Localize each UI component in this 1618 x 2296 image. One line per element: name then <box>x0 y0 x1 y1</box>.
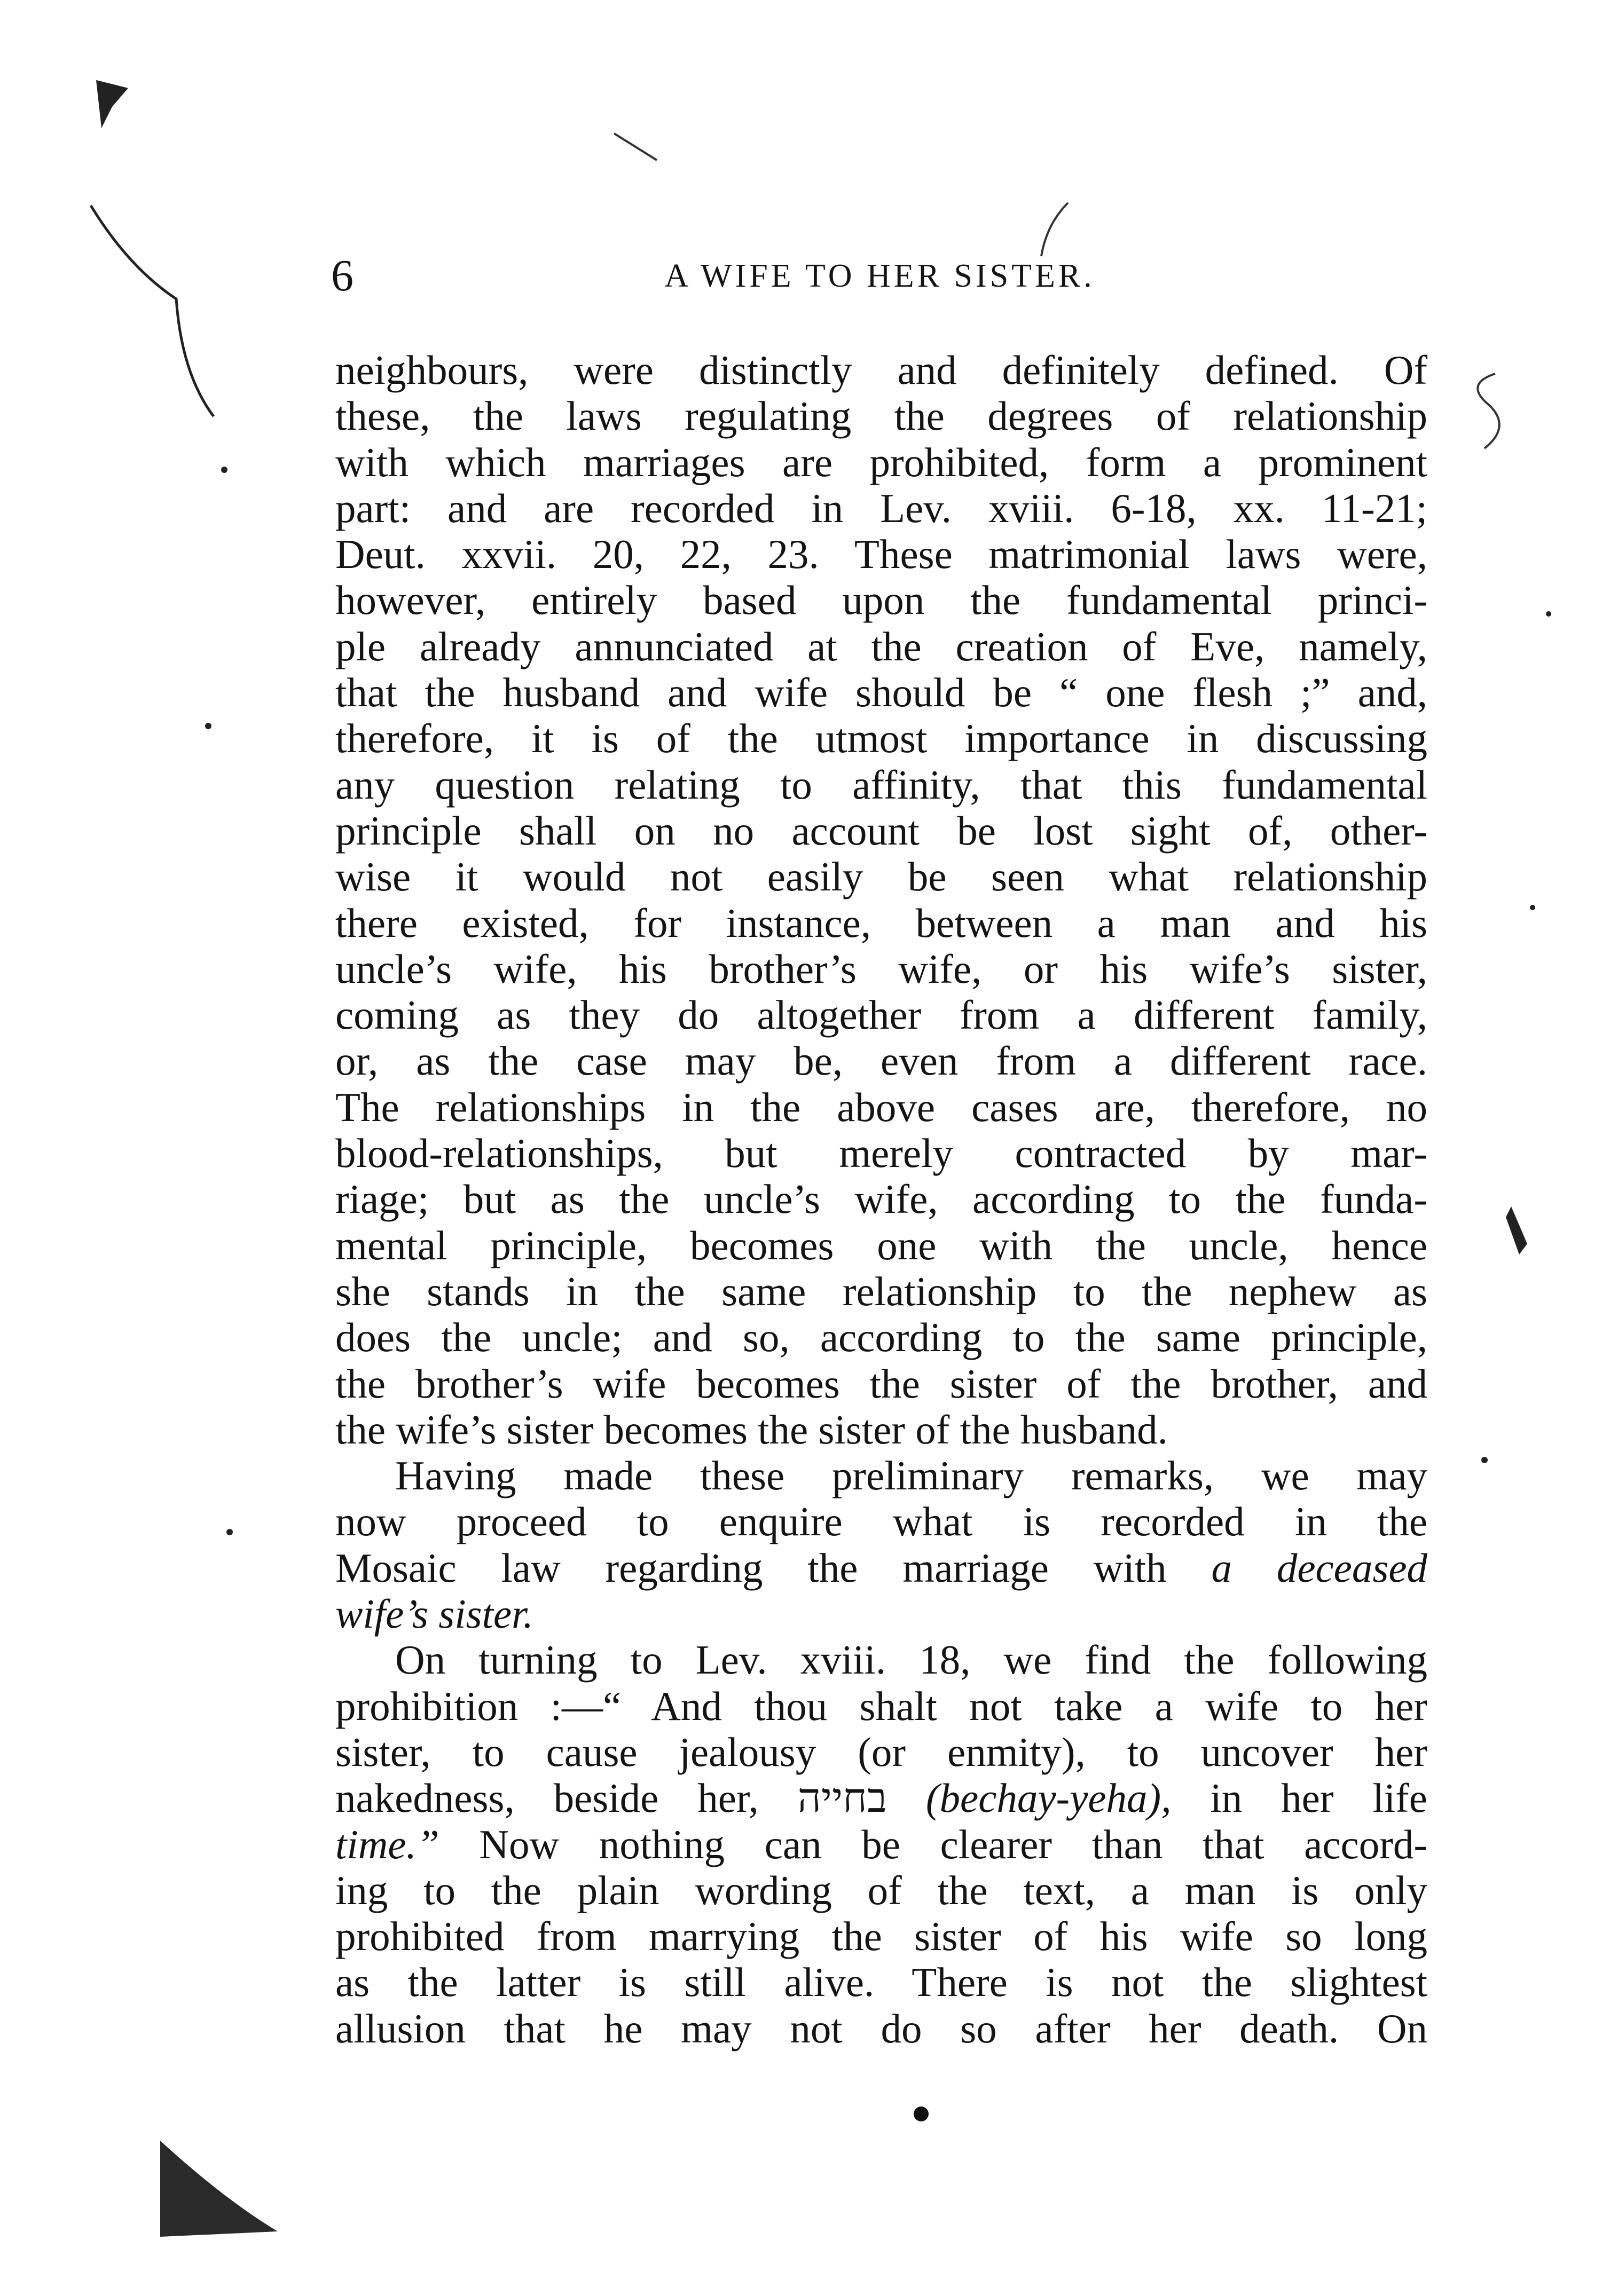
text-run: Mosaic law regarding the marriage with <box>335 1544 1167 1591</box>
text-line: or, as the case may be, even from a different race. <box>335 1038 1427 1084</box>
paragraph-2 <box>335 1453 1427 1637</box>
text-line: wise it would not easily be seen what relationship <box>335 854 1427 900</box>
right-bracket-mark <box>1478 374 1499 448</box>
text-line: Having made these preliminary remarks, we may <box>395 1453 1427 1499</box>
running-title: A WIFE TO HER SISTER. <box>664 258 1095 294</box>
italic-phrase: a deceased <box>1211 1544 1427 1591</box>
margin-scratch <box>91 206 214 416</box>
paragraph-3 <box>335 1637 1427 2052</box>
speck <box>1530 905 1535 910</box>
text-line: the wife’s sister becomes the sister of the husband. <box>335 1406 1168 1453</box>
text-line: as the latter is still alive. There is not the slightest <box>335 1959 1427 2006</box>
bottom-speck <box>914 2106 929 2121</box>
text-line: neighbours, were distinctly and definitely defined. Of <box>335 347 1427 393</box>
text-line: therefore, it is of the utmost importance in discussing <box>335 715 1427 762</box>
italic-phrase: time.” <box>335 1821 439 1867</box>
speck <box>221 467 227 473</box>
body-text <box>335 347 1427 2052</box>
text-line: coming as they do altogether from a different family, <box>335 992 1427 1038</box>
text-line: prohibited from marrying the sister of his wife so long <box>335 1913 1427 1960</box>
text-line: allusion that he may not do so after her death. On <box>335 2005 1427 2052</box>
text-run: Now nothing can be clearer than that accord- <box>479 1821 1427 1867</box>
top-dash <box>614 133 657 160</box>
text-line: principle shall on no account be lost sight of, other- <box>335 807 1427 854</box>
corner-smudge <box>96 80 128 128</box>
text-line: uncle’s wife, his brother’s wife, or his wife’s sister, <box>335 945 1427 992</box>
right-speck <box>1506 1206 1527 1254</box>
text-run: nakedness, beside her, <box>335 1775 759 1821</box>
running-head <box>331 247 1428 305</box>
hebrew-word: בחייה <box>797 1775 887 1821</box>
italic-phrase: wife’s sister. <box>335 1591 533 1637</box>
bottom-left-smudge <box>160 2141 278 2237</box>
text-line: prohibition :—“ And thou shalt not take a wife to her <box>335 1683 1427 1729</box>
text-line: ing to the plain wording of the text, a man is only <box>335 1867 1427 1913</box>
speck <box>226 1529 233 1535</box>
text-line: ple already annunciated at the creation of Eve, namely, <box>335 623 1427 669</box>
text-line: mental principle, becomes one with the uncle, hence <box>335 1222 1427 1268</box>
text-line: sister, to cause jealousy (or enmity), to uncover her <box>335 1729 1427 1775</box>
speck <box>1481 1457 1488 1463</box>
speck <box>1546 611 1551 617</box>
text-line: now proceed to enquire what is recorded in the <box>335 1498 1427 1545</box>
text-line: blood-relationships, but merely contracted by mar- <box>335 1130 1427 1177</box>
text-line: riage; but as the uncle’s wife, according to the funda- <box>335 1176 1427 1222</box>
text-line: On turning to Lev. xviii. 18, we find the following <box>395 1637 1427 1683</box>
text-line: that the husband and wife should be “ one flesh ;” and, <box>335 669 1427 716</box>
text-line: The relationships in the above cases are, therefore, no <box>335 1084 1427 1130</box>
text-line: does the uncle; and so, according to the same principle, <box>335 1314 1427 1361</box>
text-line: these, the laws regulating the degrees of relationship <box>335 393 1427 439</box>
text-line: she stands in the same relationship to the nephew as <box>335 1268 1427 1314</box>
text-line: with which marriages are prohibited, form a prominent <box>335 439 1427 485</box>
text-line: the brother’s wife becomes the sister of the brother, and <box>335 1360 1427 1407</box>
text-run: in her life <box>1210 1775 1427 1821</box>
text-line <box>335 1545 1427 1591</box>
text-line <box>335 1775 1427 1821</box>
page-number: 6 <box>331 251 354 301</box>
text-line: any question relating to affinity, that this fundamental <box>335 761 1427 808</box>
text-line: part: and are recorded in Lev. xviii. 6-18, xx. 11-21; <box>335 485 1427 531</box>
paragraph-1 <box>335 347 1427 1453</box>
text-line <box>335 1591 1427 1637</box>
transliteration: (bechay-yeha), <box>925 1775 1172 1821</box>
text-line: however, entirely based upon the fundamental princi- <box>335 577 1427 624</box>
speck <box>205 723 211 729</box>
text-line: there existed, for instance, between a man and his <box>335 900 1427 946</box>
text-line: Deut. xxvii. 20, 22, 23. These matrimonial laws were, <box>335 531 1427 578</box>
text-line <box>335 1821 1427 1867</box>
